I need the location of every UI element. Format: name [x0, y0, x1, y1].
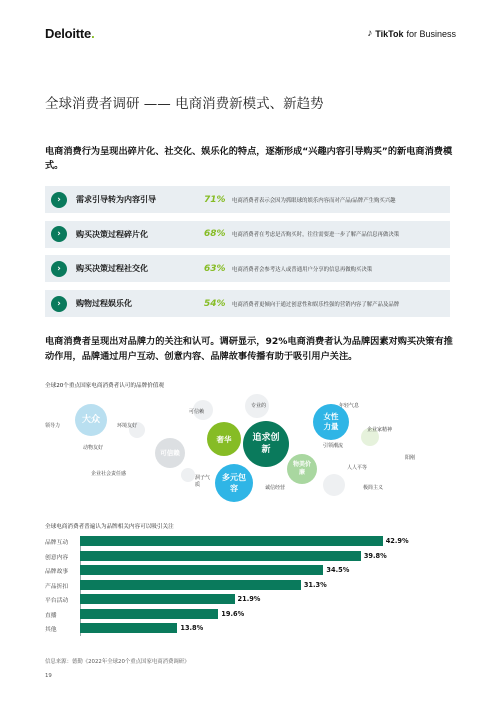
brand-values-word-cloud [45, 392, 455, 507]
trend-percent: 68% [204, 229, 226, 240]
cloud-word: 领导力 [45, 423, 61, 429]
bubble-dazhong: 大众 [75, 404, 107, 436]
bar-value-label: 34.5% [326, 566, 350, 574]
bubble-kexinlai: 可信赖 [155, 438, 185, 468]
bar-row [45, 609, 455, 619]
page-title: 全球消费者调研 —— 电商消费新模式、新趋势 [45, 96, 324, 112]
trend-row [45, 186, 450, 213]
bar-value-label: 13.8% [180, 624, 204, 632]
bar [80, 536, 383, 546]
chevron-right-icon: › [51, 192, 67, 208]
bar [80, 565, 323, 575]
chevron-right-icon: › [51, 296, 67, 312]
deloitte-logo: Deloitte. [45, 26, 95, 41]
bar [80, 623, 177, 633]
page-header [45, 26, 456, 44]
bar-row [45, 580, 455, 590]
bar-value-label: 19.6% [221, 609, 245, 618]
cloud-word: 企业社会责任感 [91, 471, 127, 477]
bar-value-label: 21.9% [237, 595, 261, 603]
cloud-word: 诚信经营 [265, 485, 286, 491]
trend-percent: 71% [204, 194, 226, 205]
bar-category-label: 品牌故事 [45, 569, 69, 575]
bubble-nvxing: 女性力量 [313, 404, 349, 440]
bar-chart-title: 全球电商消费者普遍认为品牌相关内容可以吸引关注 [45, 524, 174, 530]
brand-content-bar-chart [45, 536, 455, 638]
bubble-zhuiqiu: 追求创新 [243, 421, 289, 467]
bar-row [45, 565, 455, 575]
trend-name: 购买决策过程碎片化 [76, 229, 148, 239]
cloud-word: 企业家精神 [367, 427, 393, 433]
bar-value-label: 42.9% [385, 537, 409, 545]
trend-row [45, 255, 450, 282]
cloud-word: 环境友好 [117, 423, 138, 429]
bar-row [45, 536, 455, 546]
bar-category-label: 品牌互动 [45, 540, 69, 546]
bubble-shehua: 奢华 [207, 422, 241, 456]
bar [80, 551, 361, 561]
bubble-duoyuan: 多元包容 [215, 464, 253, 502]
cloud-word: 人人平等 [347, 465, 368, 471]
trend-description: 电商消费者更倾向于通过创意性和娱乐性强的营销内容了解产品及品牌 [232, 301, 400, 308]
trend-row [45, 290, 450, 317]
trend-row [45, 221, 450, 248]
intro-paragraph: 电商消费行为呈现出碎片化、社交化、娱乐化的特点，逐渐形成“兴趣内容引导购买”的新电商消费模式。 [45, 146, 453, 171]
chevron-right-icon: › [51, 226, 67, 242]
bar [80, 609, 218, 619]
bar [80, 594, 235, 604]
bar-category-label: 创意内容 [45, 554, 69, 561]
page-number: 19 [45, 673, 52, 679]
trend-description: 电商消费者在考虑是否购买时，往往需要进一步了解产品信息再做决策 [232, 232, 400, 239]
bar-row [45, 551, 455, 561]
trend-name: 购物过程娱乐化 [76, 299, 132, 309]
trend-list [45, 186, 450, 325]
trend-percent: 54% [204, 298, 226, 309]
source-note: 信息来源：德勤《2022年全球20个重点国家电商消费调研》 [45, 659, 190, 665]
trend-percent: 63% [204, 263, 226, 274]
trend-name: 需求引导转为内容引导 [76, 195, 156, 204]
trend-description: 电商消费者表示会因为抓眼球的娱乐内容而对产品/品牌产生购买兴趣 [232, 197, 396, 204]
tiktok-for-business-logo: ♪ TikTok for Business [367, 28, 456, 39]
bar-category-label: 平台活动 [45, 598, 69, 604]
bar-value-label: 31.3% [303, 580, 327, 589]
cloud-word: 年轻气息 [339, 403, 360, 409]
tiktok-note-icon: ♪ [367, 28, 373, 39]
cloud-word: 极简主义 [363, 485, 384, 491]
bar-row [45, 623, 455, 633]
bar-category-label: 直播 [45, 612, 57, 619]
brand-paragraph: 电商消费者呈现出对品牌力的关注和认可。调研显示，92%电商消费者认为品牌因素对购买决策有推动作用，品牌通过用户互动、创意内容、品牌故事传播有助于吸引用户关注。 [45, 336, 453, 362]
decor-bubble [181, 468, 195, 482]
cloud-word: 阳刚 [405, 455, 416, 461]
cloud-word: 专业的 [251, 403, 267, 409]
trend-description: 电商消费者会参考达人或普通用户分享的信息再做购买决策 [232, 266, 373, 273]
word-cloud-caption: 全球20个重点国家电商消费者认可的品牌价值观 [45, 383, 164, 389]
bar-category-label: 其他 [45, 627, 57, 633]
bar [80, 580, 301, 590]
cloud-word: 引领潮流 [323, 443, 344, 449]
bar-category-label: 产品折扣 [45, 583, 69, 590]
cloud-word: 动物友好 [83, 445, 104, 451]
bar-row [45, 594, 455, 604]
trend-name: 购买决策过程社交化 [76, 264, 148, 274]
chevron-right-icon: › [51, 261, 67, 277]
cloud-word: 可信赖 [189, 409, 205, 415]
bar-value-label: 39.8% [363, 551, 387, 560]
decor-bubble [323, 474, 345, 496]
cloud-word: 洞子气质 [195, 475, 211, 488]
bubble-wumei: 物美价廉 [287, 454, 317, 484]
